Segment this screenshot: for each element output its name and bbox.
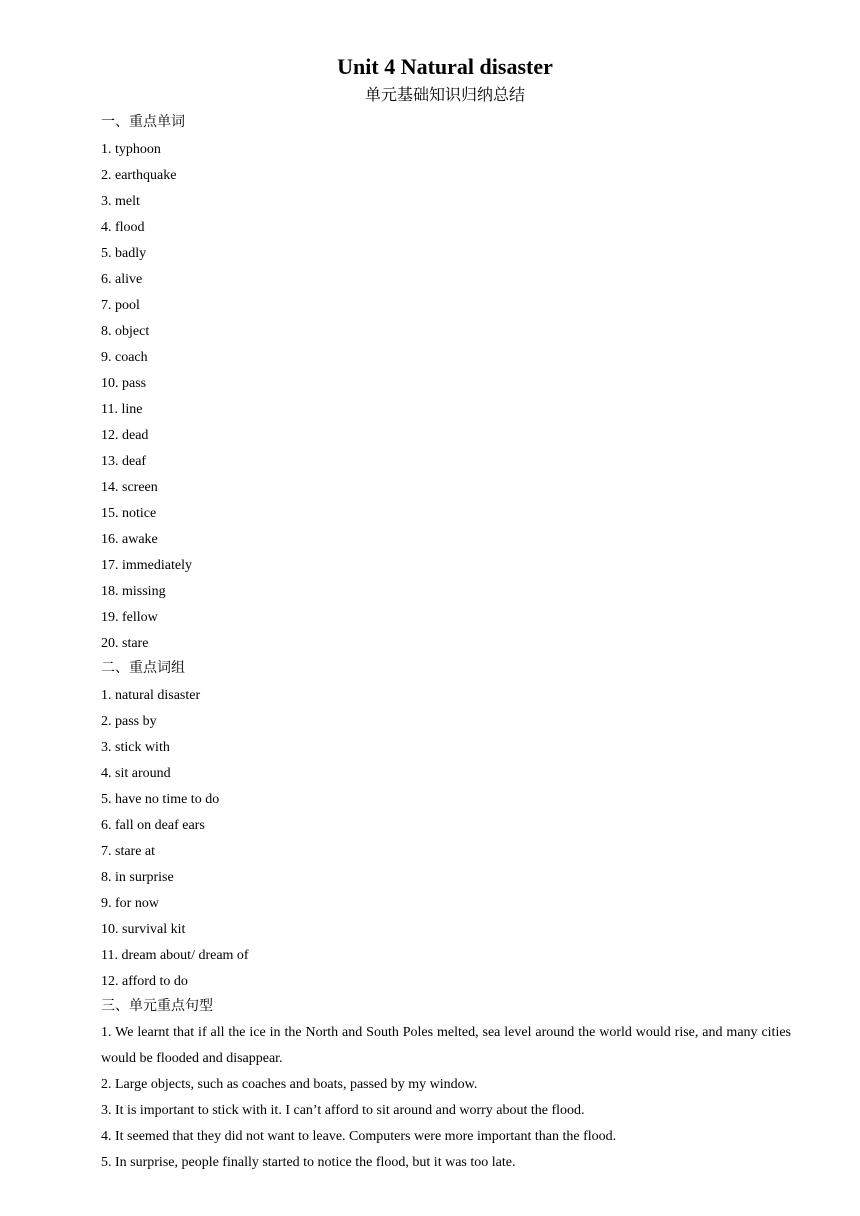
phrase-item: 3. stick with [101, 740, 170, 755]
phrase-item: 5. have no time to do [101, 792, 220, 807]
word-item: 5. badly [101, 246, 147, 261]
section-heading-words: 一、重点单词 [101, 114, 185, 130]
document-subtitle: 单元基础知识归纳总结 [364, 85, 525, 104]
word-item: 4. flood [101, 220, 145, 235]
sentence-item: 3. It is important to stick with it. I can’t afford to sit around and worry about the flood. [101, 1103, 585, 1118]
phrase-item: 9. for now [101, 896, 159, 911]
word-item: 19. fellow [101, 610, 158, 625]
phrase-item: 8. in surprise [101, 870, 174, 885]
word-item: 8. object [101, 324, 150, 339]
word-item: 18. missing [101, 584, 166, 599]
word-item: 15. notice [101, 506, 157, 521]
word-item: 10. pass [101, 376, 147, 391]
phrase-item: 10. survival kit [101, 922, 186, 937]
word-item: 6. alive [101, 272, 143, 287]
word-item: 14. screen [101, 480, 158, 495]
phrase-item: 4. sit around [101, 766, 171, 781]
word-item: 3. melt [101, 194, 140, 209]
word-item: 17. immediately [101, 558, 192, 573]
section-heading-phrases: 二、重点词组 [101, 660, 185, 676]
word-item: 12. dead [101, 428, 149, 443]
phrase-item: 6. fall on deaf ears [101, 818, 205, 833]
word-item: 1. typhoon [101, 142, 161, 157]
phrase-item: 1. natural disaster [101, 688, 201, 703]
sentence-item: 5. In surprise, people finally started to notice the flood, but it was too late. [101, 1155, 516, 1170]
phrase-item: 2. pass by [101, 714, 157, 729]
word-item: 9. coach [101, 350, 148, 365]
phrase-item: 7. stare at [101, 844, 156, 859]
sentence-item: 2. Large objects, such as coaches and boats, passed by my window. [101, 1077, 478, 1092]
word-item: 13. deaf [101, 454, 147, 469]
word-item: 2. earthquake [101, 168, 177, 183]
word-item: 7. pool [101, 298, 140, 313]
phrase-item: 12. afford to do [101, 974, 188, 989]
word-item: 11. line [101, 402, 143, 417]
sentence-item: 1. We learnt that if all the ice in the North and South Poles melted, sea level around the world would rise, and many cities would be flooded and disappear. [101, 1025, 791, 1066]
word-item: 16. awake [101, 532, 158, 547]
word-item: 20. stare [101, 636, 149, 651]
phrase-item: 11. dream about/ dream of [101, 948, 249, 963]
document-title: Unit 4 Natural disaster [337, 54, 553, 79]
sentence-item: 4. It seemed that they did not want to leave. Computers were more important than the flood. [101, 1129, 617, 1144]
section-heading-sentences: 三、单元重点句型 [101, 998, 213, 1014]
